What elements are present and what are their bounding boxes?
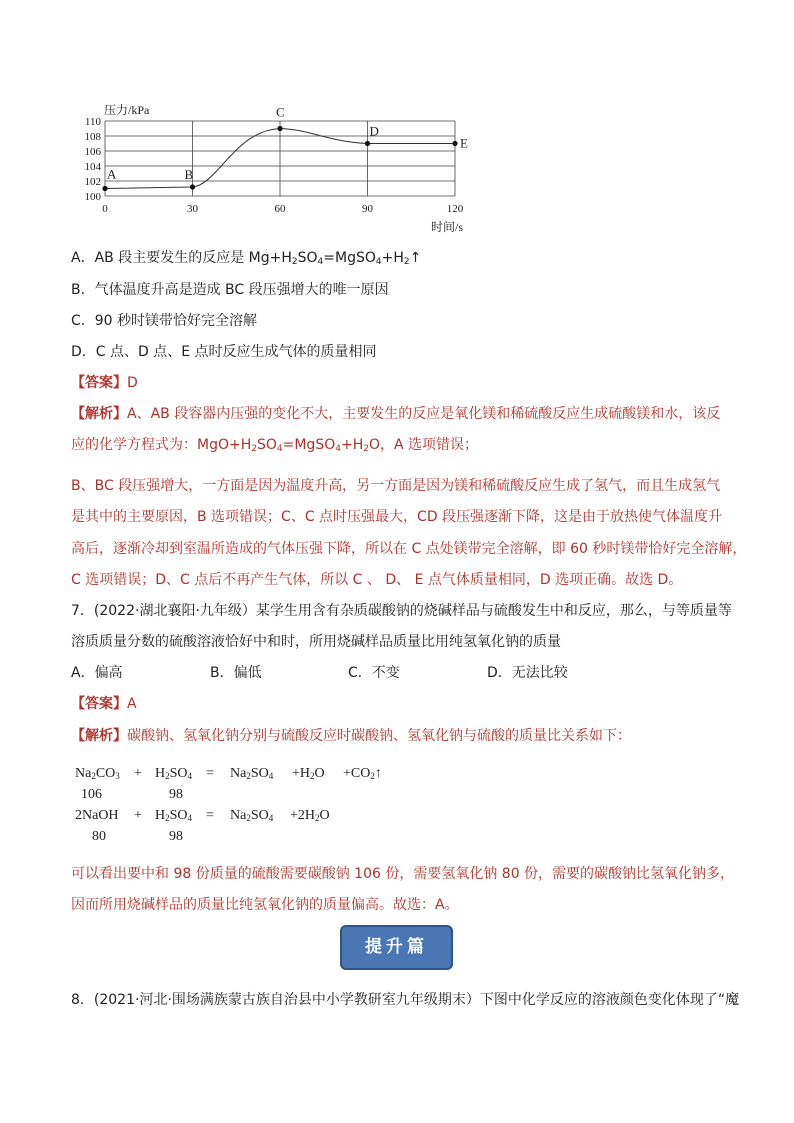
q7-option-a: A．偏高 (71, 665, 123, 681)
point-label-d: D (369, 123, 379, 139)
formula-part: =MgSO (323, 250, 376, 266)
data-point-d (365, 141, 370, 146)
q6-analysis-line-6: C 选项错误；D、C 点后不再产生气体，所以 C 、 D、 E 点气体质量相同，D 选项正确。故选 D。 (71, 572, 683, 588)
chart-points (102, 105, 468, 192)
q7-option-b: B．偏低 (210, 665, 262, 681)
analysis-tag: 【解析】 (71, 406, 127, 422)
point-label-a: A (107, 166, 117, 182)
formula-part: SO (256, 437, 277, 453)
point-label-c: C (276, 104, 285, 120)
x-tick-label: 30 (187, 203, 198, 215)
answer-tag: 【答案】 (71, 375, 127, 391)
formula-part: =MgSO (282, 437, 336, 453)
eq2-mass-h2so4: 98 (169, 829, 183, 844)
point-label-b: B (184, 167, 194, 182)
answer-value: A (127, 696, 137, 712)
eq1-mass-h2so4: 98 (169, 787, 183, 802)
formula-part: +H (381, 250, 404, 266)
q7-analysis (71, 726, 631, 746)
y-tick-label: 102 (84, 176, 101, 188)
data-point-e (452, 141, 457, 146)
q8-stem: 8．(2021·河北·围场满族蒙古族自治县中小学教研室九年级期末）下图中化学反应的溶液颜色变化体现了“魔 (71, 992, 740, 1008)
q6-analysis-line-1 (71, 404, 720, 424)
analysis-text: A、AB 段容器内压强的变化不大，主要发生的反应是氧化镁和稀硫酸反应生成硫酸镁和水，该反 (127, 406, 721, 422)
q6-analysis-line-5: 高后，逐渐冷却到室温所造成的气体压强下降，所以在 C 点处镁带完全溶解，即 60 秒时镁带恰好完全溶解， (71, 541, 747, 557)
eq1-h2o: $+H_2O$ (292, 766, 325, 781)
q6-option-c: C．90 秒时镁带恰好完全溶解 (71, 313, 258, 329)
q7-option-c: C．不变 (348, 665, 400, 681)
eq2-h2o: $+2H_2O$ (290, 808, 330, 823)
eq1-na2co3: $Na_2CO_3$ (75, 766, 120, 781)
analysis-tag: 【解析】 (71, 728, 127, 744)
eq2-h2so4: $H_2SO_4$ (155, 808, 193, 823)
data-point-b (190, 184, 195, 189)
q7-stem-line-2: 溶质质量分数的硫酸溶液恰好中和时，所用烧碱样品质量比用纯氢氧化钠的质量 (71, 634, 561, 650)
pressure-time-chart (70, 98, 490, 238)
q6-option-a-text: A．AB 段主要发生的反应是 Mg+H (71, 250, 292, 266)
x-tick-label: 120 (446, 203, 464, 215)
gas-arrow: ↑ (409, 250, 422, 266)
q7-option-d: D．无法比较 (487, 665, 568, 681)
y-tick-label: 104 (84, 161, 101, 173)
subscript: 2 (363, 444, 369, 454)
gas-arrow: ↑ (374, 766, 382, 781)
point-label-e: E (460, 135, 468, 151)
subscript: 2 (403, 257, 410, 267)
formula-part: +H (340, 437, 364, 453)
subscript: 4 (335, 444, 341, 454)
x-tick-label: 0 (102, 203, 108, 215)
q7-conclusion-line-1: 可以看出要中和 98 份质量的硫酸需要碳酸钠 106 份，需要氢氧化钠 80 份，需要的碳酸钠比氢氧化钠多， (71, 866, 735, 882)
y-axis-label: 压力/kPa (104, 103, 150, 117)
answer-tag: 【答案】 (71, 696, 127, 712)
analysis-text: 应的化学方程式为：MgO+H (71, 437, 252, 453)
q7-conclusion-line-2: 因而所用烧碱样品的质量比纯氢氧化钠的质量偏高。故选：A。 (71, 897, 459, 913)
eq1-equals: = (206, 766, 214, 781)
formula-part: SO (297, 250, 318, 266)
q7-answer (71, 694, 137, 714)
eq1-na2so4: $Na_2SO_4$ (230, 766, 274, 781)
y-tick-label: 108 (84, 131, 101, 143)
q7-stem-line-1: 7．(2022·湖北襄阳·九年级）某学生用含有杂质碳酸钠的烧碱样品与硫酸发生中和反应，那么，与等质量等 (71, 603, 732, 619)
x-axis-label: 时间/s (431, 220, 464, 234)
data-point-a (102, 186, 107, 191)
q6-analysis-line-3: B、BC 段压强增大，一方面是因为温度升高，另一方面是因为镁和稀硫酸反应生成了氢气，而且生成氢气 (71, 478, 721, 494)
chart-grid (105, 121, 455, 196)
section-badge: 提升篇 (340, 925, 453, 970)
subscript: 4 (276, 444, 283, 454)
eq2-naoh: 2NaOH (75, 808, 119, 823)
eq2-plus: + (134, 808, 142, 823)
q6-option-a (71, 248, 421, 268)
eq1-h2so4: $H_2SO_4$ (155, 766, 193, 781)
y-tick-label: 110 (84, 116, 101, 128)
eq2-equals: = (206, 808, 214, 823)
q6-answer (71, 373, 138, 393)
eq1-plus: + (134, 766, 142, 781)
eq2-na2so4: $Na_2SO_4$ (230, 808, 274, 823)
x-tick-label: 60 (274, 203, 286, 215)
subscript: 4 (317, 257, 324, 267)
q6-analysis-line-2 (71, 435, 478, 455)
x-tick-label: 90 (362, 203, 373, 215)
analysis-text: 碳酸钠、氢氧化钠分别与硫酸反应时碳酸钠、氢氧化钠与硫酸的质量比关系如下： (127, 728, 631, 744)
analysis-text: A 选项错误； (394, 437, 479, 453)
data-point-c (277, 126, 282, 131)
subscript: 2 (291, 257, 298, 267)
eq1-mass-na2co3: 106 (81, 787, 102, 802)
eq1-co2: $+CO_2↑$ (343, 766, 382, 781)
subscript: 4 (375, 257, 382, 267)
q6-option-d: D．C 点、D 点、E 点时反应生成气体的质量相同 (71, 344, 377, 360)
formula-part: O， (368, 437, 394, 453)
subscript: 2 (251, 444, 257, 454)
y-tick-label: 106 (84, 146, 101, 158)
q6-option-b: B．气体温度升高是造成 BC 段压强增大的唯一原因 (71, 282, 389, 298)
chart-ticks (85, 116, 464, 215)
answer-value: D (127, 375, 138, 391)
eq2-mass-naoh: 80 (92, 829, 106, 844)
q6-analysis-line-4: 是其中的主要原因，B 选项错误；C、C 点时压强最大，CD 段压强逐渐下降，这是由于放热使气体温度升 (71, 509, 723, 525)
y-tick-label: 100 (84, 191, 101, 203)
